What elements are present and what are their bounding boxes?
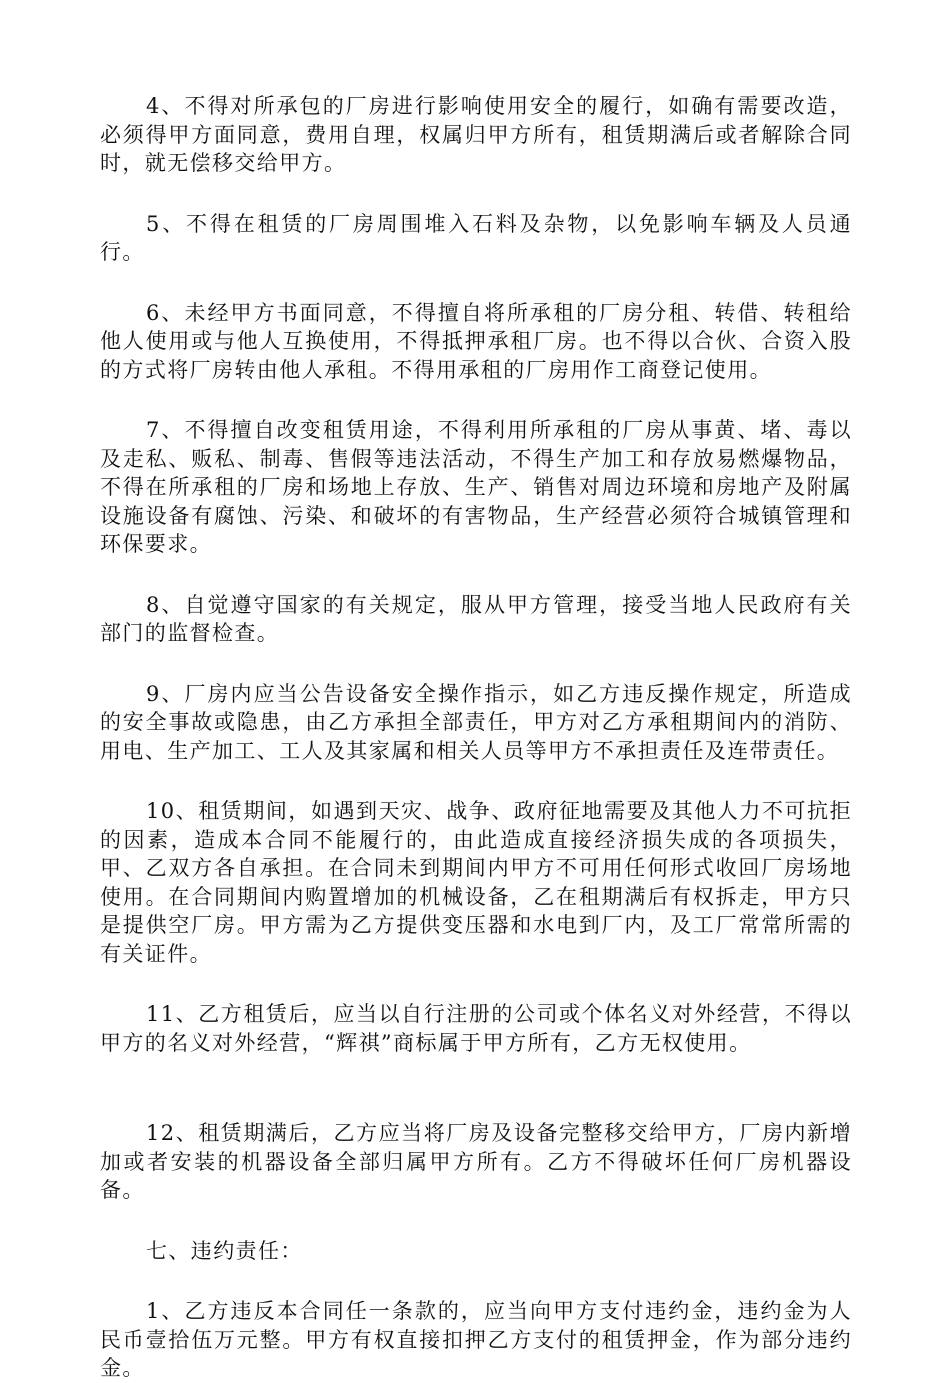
clause-12: 12、租赁期满后，乙方应当将厂房及设备完整移交给甲方，厂房内新增加或者安装的机器设备全部归属甲方所有。乙方不得破坏任何厂房机器设备。	[100, 1121, 852, 1202]
clause-8: 8、自觉遵守国家的有关规定，服从甲方管理，接受当地人民政府有关部门的监督检查。	[100, 592, 852, 645]
section-heading-breach-liability: 七、违约责任：	[146, 1238, 303, 1263]
breach-clause-1: 1、乙方违反本合同任一条款的，应当向甲方支付违约金，违约金为人民币壹拾伍万元整。甲方有权直接扣押乙方支付的租赁押金，作为部分违约金。	[100, 1299, 852, 1380]
clause-7: 7、不得擅自改变租赁用途，不得利用所承租的厂房从事黄、堵、毒以及走私、贩私、制毒、售假等违法活动，不得生产加工和存放易燃爆物品，不得在所承租的厂房和场地上存放、生产、销售对周边环境和房地产及附属设施设备有腐蚀、污染、和破坏的有害物品，生产经营必须符合城镇管理和环保要求。	[100, 418, 852, 556]
clause-5: 5、不得在租赁的厂房周围堆入石料及杂物，以免影响车辆及人员通行。	[100, 211, 852, 264]
clause-11: 11、乙方租赁后，应当以自行注册的公司或个体名义对外经营，不得以甲方的名义对外经营，“辉祺”商标属于甲方所有，乙方无权使用。	[100, 1002, 852, 1055]
clause-9: 9、厂房内应当公告设备安全操作指示，如乙方违反操作规定，所造成的安全事故或隐患，由乙方承担全部责任，甲方对乙方承租期间内的消防、用电、生产加工、工人及其家属和相关人员等甲方不承担责任及连带责任。	[100, 681, 852, 763]
clause-4: 4、不得对所承包的厂房进行影响使用安全的履行，如确有需要改造，必须得甲方面同意，费用自理，权属归甲方所有，租赁期满后或者解除合同时，就无偿移交给甲方。	[100, 94, 852, 175]
document-page	[100, 92, 852, 1383]
clause-10: 10、租赁期间，如遇到天灾、战争、政府征地需要及其他人力不可抗拒的因素，造成本合同不能履行的，由此造成直接经济损失成的各项损失，甲、乙双方各自承担。在合同未到期间内甲方不可用任何形式收回厂房场地使用。在合同期间内购置增加的机械设备，乙在租期满后有权拆走，甲方只是提供空厂房。甲方需为乙方提供变压器和水电到厂内，及工厂常常所需的有关证件。	[100, 799, 852, 966]
clause-6: 6、未经甲方书面同意，不得擅自将所承租的厂房分租、转借、转租给他人使用或与他人互换使用，不得抵押承租厂房。也不得以合伙、合资入股的方式将厂房转由他人承租。不得用承租的厂房用作工商登记使用。	[100, 300, 852, 382]
